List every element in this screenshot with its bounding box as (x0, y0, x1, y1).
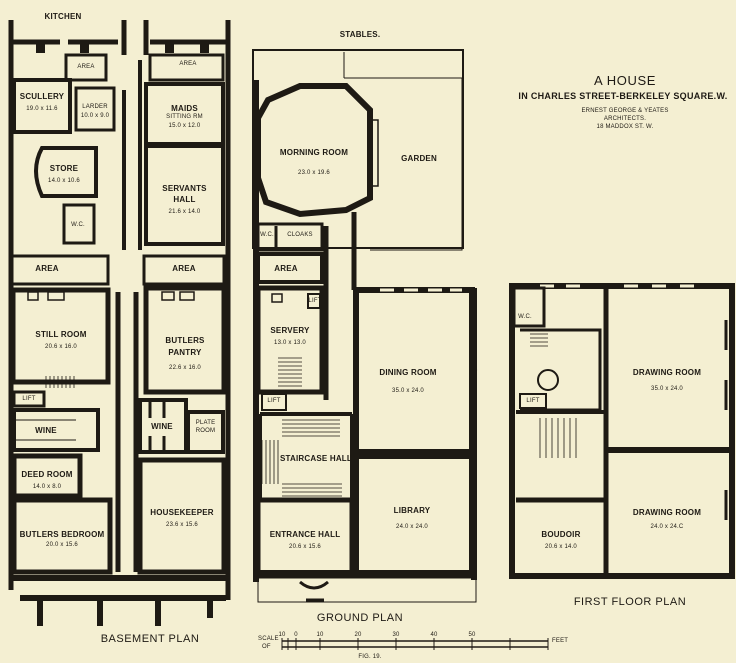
drawing-room-label: DRAWING ROOM (632, 508, 702, 517)
deed-room-label: DEED ROOM (21, 470, 73, 479)
drawing-room-dims: 24.0 x 24.C (650, 524, 684, 530)
entrance-hall-label: ENTRANCE HALL (269, 530, 341, 539)
scale-tick: 50 (468, 632, 476, 638)
scullery-dims: 19.0 x 11.6 (26, 106, 58, 112)
maids-label: MAIDS (171, 104, 198, 113)
scale-prefix: SCALE (258, 636, 279, 642)
architects-address: 18 MADDOX ST. W. (596, 124, 654, 130)
library-dims: 24.0 x 24.0 (396, 524, 428, 530)
kitchen-label: KITCHEN (44, 12, 82, 21)
first-floor-plan-label: FIRST FLOOR PLAN (573, 596, 687, 608)
servants-dims: 21.6 x 14.0 (168, 209, 201, 215)
still-room-label: STILL ROOM (35, 330, 87, 339)
cloaks-label: CLOAKS (287, 232, 313, 238)
maids-label-2: SITTING RM (166, 114, 203, 120)
butlers-pantry-label: BUTLERS (165, 336, 205, 345)
scale-tick: 0 (294, 632, 298, 638)
area-label: AREA (77, 64, 95, 70)
butlers-bedroom-dims: 20.0 x 15.6 (46, 542, 78, 548)
area-label: AREA (274, 264, 298, 273)
entrance-hall-dims: 20.6 x 15.6 (289, 544, 321, 550)
store-dims: 14.0 x 10.6 (48, 178, 80, 184)
title-line-2: IN CHARLES STREET-BERKELEY SQUARE.W. (518, 91, 728, 101)
scale-unit: FEET (552, 638, 569, 644)
wine-label: WINE (35, 426, 57, 435)
staircase-hall-label: STAIRCASE HALL (280, 454, 352, 463)
stables-label: STABLES. (339, 30, 381, 39)
drawing-room-label: DRAWING ROOM (632, 368, 702, 377)
lift-label: LIFT (308, 298, 322, 304)
ground-plan-label: GROUND PLAN (316, 612, 404, 624)
morning-room-label: MORNING ROOM (279, 148, 349, 157)
deed-room-dims: 14.0 x 8.0 (32, 484, 62, 490)
still-room-dims: 20.6 x 16.0 (45, 344, 77, 350)
figure-number: FIG. 19. (358, 654, 382, 660)
scale-tick: 10 (278, 632, 286, 638)
lift-label: LIFT (22, 396, 36, 402)
architects-role: ARCHITECTS. (603, 116, 647, 122)
scale-tick: 10 (316, 632, 324, 638)
title-line-1: A HOUSE (594, 73, 656, 88)
larder-dims: 10.0 x 9.0 (80, 113, 110, 119)
architects-name: ERNEST GEORGE & YEATES (581, 108, 669, 114)
scale-tick: 40 (430, 632, 438, 638)
store-label: STORE (49, 164, 79, 173)
wc-label: W.C. (260, 232, 274, 238)
area-label: AREA (172, 264, 196, 273)
dining-room-dims: 35.0 x 24.0 (392, 388, 424, 394)
dining-room-label: DINING ROOM (379, 368, 437, 377)
servants-label: SERVANTS (162, 184, 207, 193)
basement-plan-label: BASEMENT PLAN (100, 633, 200, 645)
servery-label: SERVERY (270, 326, 310, 335)
housekeeper-dims: 23.6 x 15.6 (166, 522, 198, 528)
plate-room-label: PLATE (195, 420, 216, 426)
housekeeper-label: HOUSEKEEPER (150, 508, 214, 517)
area-label: AREA (179, 61, 197, 67)
maids-dims: 15.0 x 12.0 (168, 123, 201, 129)
area-label: AREA (35, 264, 59, 273)
wine-label: WINE (151, 422, 173, 431)
butlers-pantry-label-2: PANTRY (168, 348, 202, 357)
lift-label: LIFT (526, 398, 540, 404)
boudoir-dims: 20.6 x 14.0 (545, 544, 577, 550)
butlers-bedroom-label: BUTLERS BEDROOM (19, 530, 105, 539)
scullery-label: SCULLERY (19, 92, 65, 101)
wc-label: W.C. (71, 222, 85, 228)
library-label: LIBRARY (393, 506, 431, 515)
scale-tick: 30 (392, 632, 400, 638)
scale-prefix-2: OF (262, 644, 271, 650)
plate-room-label-2: ROOM (195, 428, 216, 434)
lift-label: LIFT (267, 398, 281, 404)
boudoir-label: BOUDOIR (541, 530, 581, 539)
wc-label: W.C. (518, 314, 532, 320)
servery-dims: 13.0 x 13.0 (274, 340, 306, 346)
scale-bar (282, 638, 548, 650)
drawing-room-dims: 35.0 x 24.0 (651, 386, 683, 392)
garden-label: GARDEN (401, 154, 437, 163)
morning-room-dims: 23.0 x 19.6 (298, 170, 330, 176)
butlers-pantry-dims: 22.6 x 16.0 (169, 365, 201, 371)
larder-label: LARDER (82, 104, 108, 110)
servants-label-2: HALL (173, 195, 196, 204)
scale-tick: 20 (354, 632, 362, 638)
